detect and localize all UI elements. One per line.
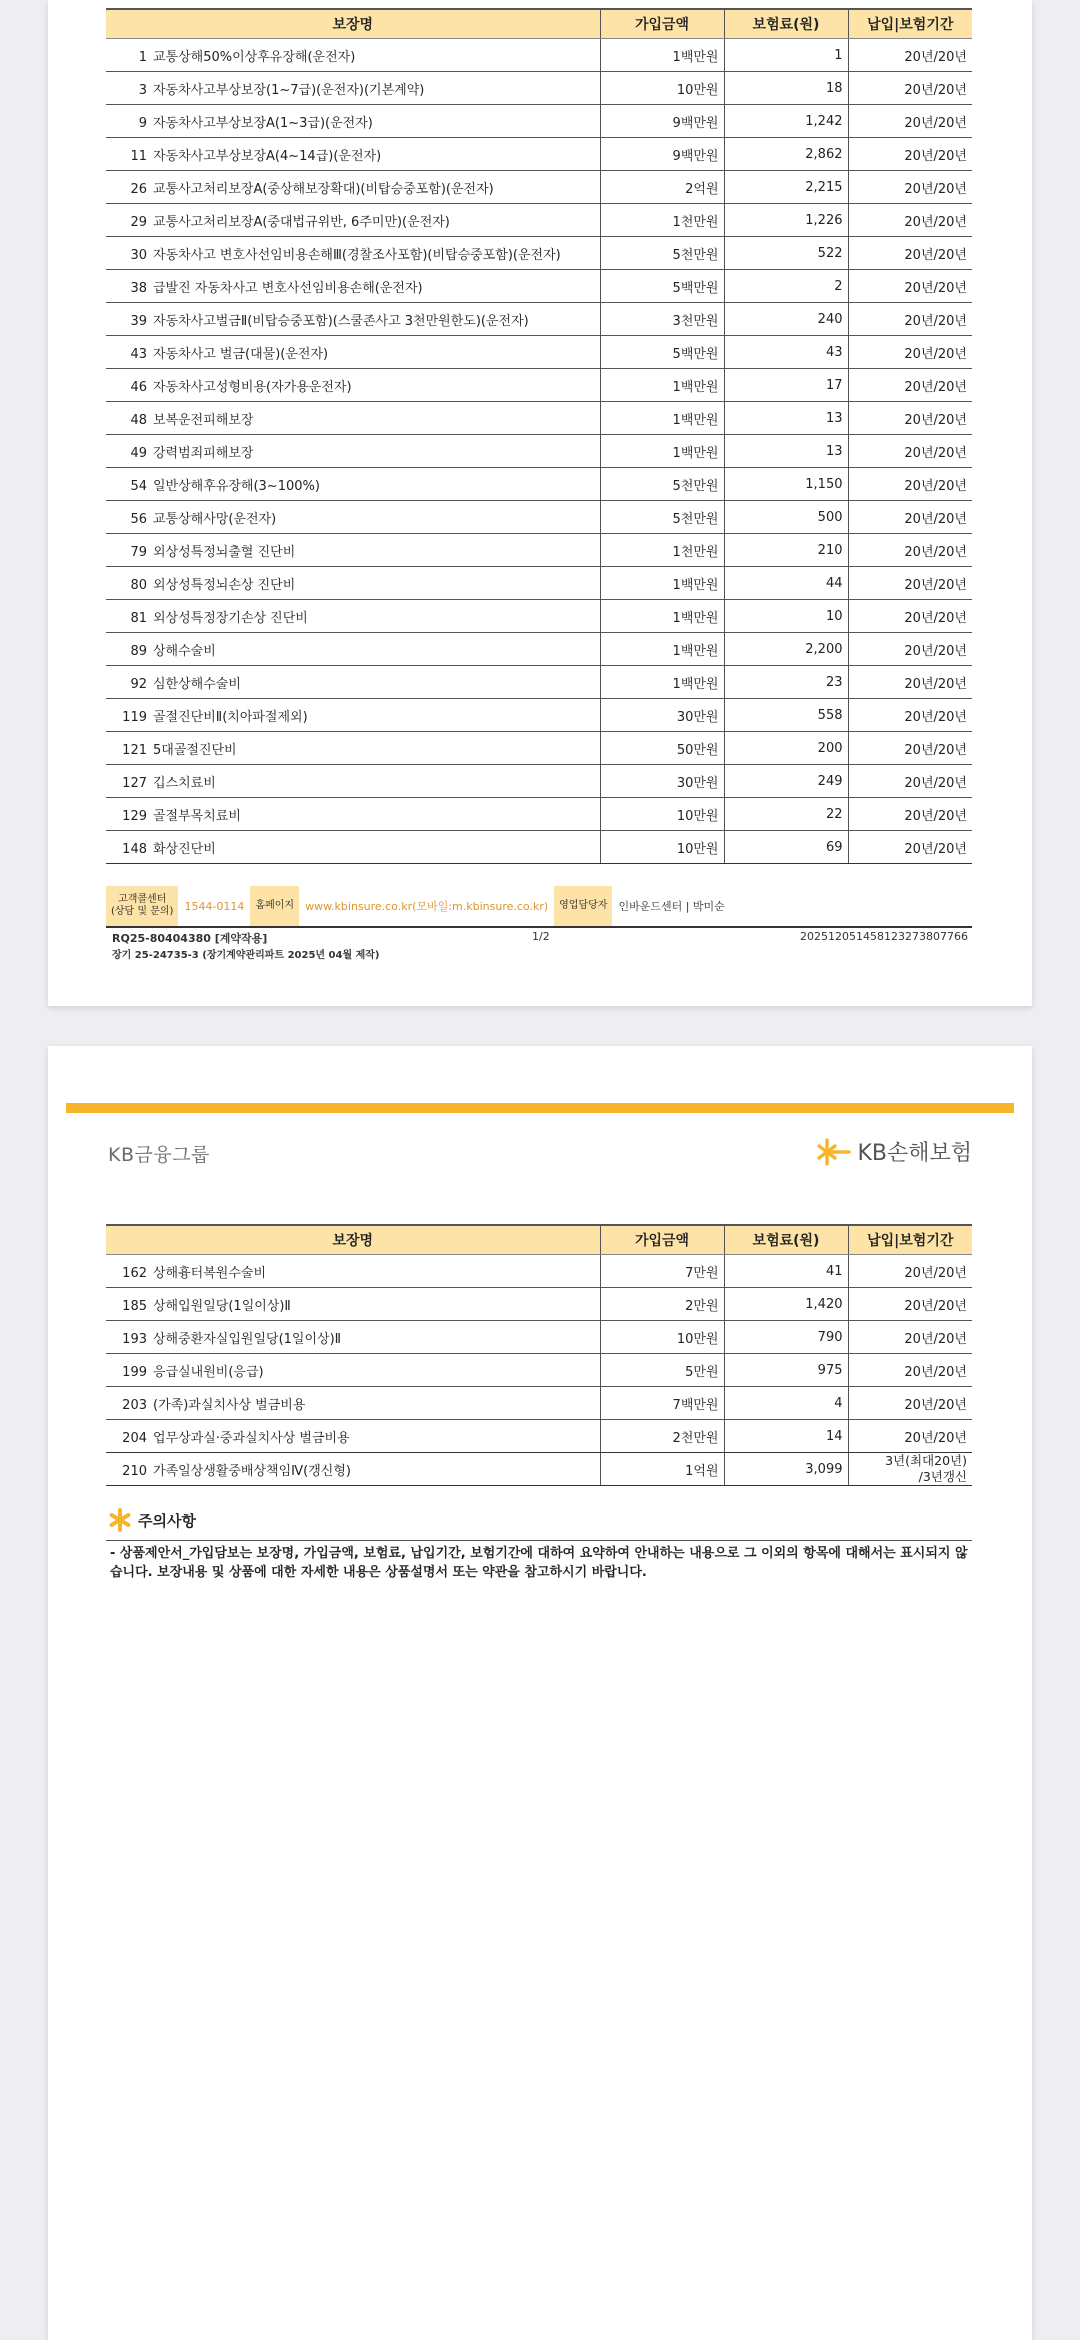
table-row <box>106 666 972 699</box>
coverage-name: 업무상과실·중과실치사상 벌금비용 <box>153 1430 350 1446</box>
header-period: 납입|보험기간 <box>848 1225 972 1255</box>
coverage-number: 49 <box>130 445 147 461</box>
amount-cell: 1천만원 <box>600 534 724 567</box>
coverage-number: 54 <box>130 478 147 494</box>
premium-cell: 2,215 <box>724 171 848 204</box>
coverage-name-cell <box>106 798 600 831</box>
coverage-number: 30 <box>130 247 147 263</box>
call-center-label: 고객콜센터 (상담 및 문의) <box>106 886 178 926</box>
premium-cell: 18 <box>724 72 848 105</box>
coverage-number: 148 <box>122 841 147 857</box>
period-cell: 20년/20년 <box>848 237 972 270</box>
notice-title: 주의사항 <box>138 1511 196 1530</box>
table-row <box>106 699 972 732</box>
coverage-name: 급발진 자동차사고 변호사선임비용손해(운전자) <box>153 280 423 296</box>
table-row <box>106 765 972 798</box>
coverage-number: 9 <box>138 115 147 131</box>
table-row <box>106 204 972 237</box>
table-header-row <box>106 1225 972 1255</box>
coverage-name: 교통상해50%이상후유장해(운전자) <box>153 49 356 65</box>
coverage-name: 골절진단비Ⅱ(치아파절제외) <box>153 709 308 725</box>
period-cell: 20년/20년 <box>848 138 972 171</box>
period-cell: 20년/20년 <box>848 105 972 138</box>
coverage-number: 89 <box>130 643 147 659</box>
period-cell: 20년/20년 <box>848 567 972 600</box>
premium-cell: 41 <box>724 1255 848 1288</box>
period-cell: 20년/20년 <box>848 798 972 831</box>
coverage-name-cell <box>106 732 600 765</box>
coverage-number: 199 <box>122 1364 147 1380</box>
table-row <box>106 600 972 633</box>
period-cell: 20년/20년 <box>848 732 972 765</box>
period-cell: 20년/20년 <box>848 369 972 402</box>
period-cell: 20년/20년 <box>848 1288 972 1321</box>
coverage-name-cell <box>106 765 600 798</box>
coverage-number: 193 <box>122 1331 147 1347</box>
period-cell: 20년/20년 <box>848 435 972 468</box>
period-cell: 20년/20년 <box>848 699 972 732</box>
coverage-number: 203 <box>122 1397 147 1413</box>
premium-cell: 3,099 <box>724 1453 848 1486</box>
table-row <box>106 501 972 534</box>
header-amount: 가입금액 <box>600 9 724 39</box>
period-cell: 20년/20년 <box>848 336 972 369</box>
coverage-name-cell <box>106 1420 600 1453</box>
coverage-number: 129 <box>122 808 147 824</box>
premium-cell: 17 <box>724 369 848 402</box>
amount-cell: 9백만원 <box>600 105 724 138</box>
coverage-name-cell <box>106 600 600 633</box>
coverage-table-page-2 <box>106 1224 972 1486</box>
document-page-1 <box>48 0 1032 1006</box>
coverage-number: 210 <box>122 1463 147 1479</box>
premium-cell: 2 <box>724 270 848 303</box>
asterisk-icon <box>108 1508 132 1532</box>
coverage-number: 1 <box>138 49 147 65</box>
header-period: 납입|보험기간 <box>848 9 972 39</box>
premium-cell: 558 <box>724 699 848 732</box>
table-row <box>106 72 972 105</box>
coverage-name: 화상진단비 <box>153 841 216 857</box>
header-coverage-name: 보장명 <box>106 1225 600 1255</box>
coverage-name: 골절부목치료비 <box>153 808 241 824</box>
coverage-name-cell <box>106 501 600 534</box>
period-cell: 20년/20년 <box>848 501 972 534</box>
coverage-name-cell <box>106 1387 600 1420</box>
period-cell: 20년/20년 <box>848 1255 972 1288</box>
coverage-number: 29 <box>130 214 147 230</box>
coverage-name-cell <box>106 1288 600 1321</box>
premium-cell: 13 <box>724 435 848 468</box>
coverage-name: 자동차사고벌금Ⅱ(비탑승중포함)(스쿨존사고 3천만원한도)(운전자) <box>153 313 529 329</box>
period-cell: 20년/20년 <box>848 468 972 501</box>
table-row <box>106 798 972 831</box>
coverage-name-cell <box>106 336 600 369</box>
coverage-name-cell <box>106 105 600 138</box>
amount-cell: 2천만원 <box>600 1420 724 1453</box>
amount-cell: 10만원 <box>600 831 724 864</box>
header-amount: 가입금액 <box>600 1225 724 1255</box>
coverage-number: 26 <box>130 181 147 197</box>
coverage-name: 외상성특정뇌손상 진단비 <box>153 577 296 593</box>
amount-cell: 2만원 <box>600 1288 724 1321</box>
period-cell: 20년/20년 <box>848 633 972 666</box>
amount-cell: 10만원 <box>600 798 724 831</box>
coverage-name: 심한상해수술비 <box>153 676 241 692</box>
header-coverage-name: 보장명 <box>106 9 600 39</box>
amount-cell: 50만원 <box>600 732 724 765</box>
table-row <box>106 237 972 270</box>
table-header-row <box>106 9 972 39</box>
coverage-name-cell <box>106 567 600 600</box>
coverage-name-cell <box>106 831 600 864</box>
premium-cell: 69 <box>724 831 848 864</box>
coverage-number: 204 <box>122 1430 147 1446</box>
table-row <box>106 1420 972 1453</box>
coverage-number: 56 <box>130 511 147 527</box>
table-row <box>106 633 972 666</box>
table-row <box>106 303 972 336</box>
coverage-name: 자동차사고 변호사선임비용손해Ⅲ(경찰조사포함)(비탑승중포함)(운전자) <box>153 247 561 263</box>
coverage-name: 상해입원일당(1일이상)Ⅱ <box>153 1298 291 1314</box>
amount-cell: 1백만원 <box>600 39 724 72</box>
coverage-name-cell <box>106 204 600 237</box>
premium-cell: 1,226 <box>724 204 848 237</box>
coverage-name-cell <box>106 1354 600 1387</box>
coverage-name-cell <box>106 237 600 270</box>
table-row <box>106 270 972 303</box>
accent-bar <box>66 1103 1014 1113</box>
coverage-number: 11 <box>130 148 147 164</box>
kb-group-logo: KB금융그룹 <box>108 1144 210 1166</box>
amount-cell: 30만원 <box>600 765 724 798</box>
sales-rep-label: 영업담당자 <box>554 886 612 926</box>
coverage-name-cell <box>106 270 600 303</box>
coverage-number: 119 <box>122 709 147 725</box>
premium-cell: 44 <box>724 567 848 600</box>
page-number: 1/2 <box>532 930 550 943</box>
period-cell: 20년/20년 <box>848 534 972 567</box>
period-cell: 20년/20년 <box>848 171 972 204</box>
amount-cell: 5백만원 <box>600 270 724 303</box>
amount-cell: 5백만원 <box>600 336 724 369</box>
premium-cell: 4 <box>724 1387 848 1420</box>
coverage-number: 127 <box>122 775 147 791</box>
amount-cell: 1백만원 <box>600 435 724 468</box>
coverage-name: 상해흉터복원수술비 <box>153 1265 267 1281</box>
coverage-number: 46 <box>130 379 147 395</box>
premium-cell: 522 <box>724 237 848 270</box>
coverage-name-cell <box>106 1255 600 1288</box>
period-cell: 20년/20년 <box>848 1354 972 1387</box>
coverage-number: 43 <box>130 346 147 362</box>
coverage-name-cell <box>106 666 600 699</box>
contact-footer <box>106 886 972 928</box>
coverage-name-cell <box>106 468 600 501</box>
premium-cell: 43 <box>724 336 848 369</box>
premium-cell: 2,862 <box>724 138 848 171</box>
amount-cell: 3천만원 <box>600 303 724 336</box>
premium-cell: 2,200 <box>724 633 848 666</box>
document-page-2 <box>48 1046 1032 2340</box>
coverage-name-cell <box>106 171 600 204</box>
coverage-number: 48 <box>130 412 147 428</box>
doc-code: RQ25-80404380 [계약작용] <box>112 932 268 945</box>
premium-cell: 1 <box>724 39 848 72</box>
premium-cell: 249 <box>724 765 848 798</box>
amount-cell: 1백만원 <box>600 369 724 402</box>
table-row <box>106 1255 972 1288</box>
coverage-name-cell <box>106 435 600 468</box>
coverage-name-cell <box>106 633 600 666</box>
premium-cell: 14 <box>724 1420 848 1453</box>
coverage-name-cell <box>106 303 600 336</box>
period-cell: 20년/20년 <box>848 831 972 864</box>
coverage-name: 깁스치료비 <box>153 775 216 791</box>
table-row <box>106 138 972 171</box>
coverage-name: 외상성특정뇌출혈 진단비 <box>153 544 296 560</box>
amount-cell: 1억원 <box>600 1453 724 1486</box>
table-row <box>106 1321 972 1354</box>
coverage-name-cell <box>106 1321 600 1354</box>
premium-cell: 10 <box>724 600 848 633</box>
amount-cell: 1백만원 <box>600 666 724 699</box>
coverage-name: 교통사고처리보장A(중상해보장확대)(비탑승중포함)(운전자) <box>153 181 494 197</box>
coverage-name: (가족)과실치사상 벌금비용 <box>153 1397 306 1413</box>
premium-cell: 1,242 <box>724 105 848 138</box>
coverage-name: 외상성특정장기손상 진단비 <box>153 610 308 626</box>
homepage-link[interactable]: www.kbinsure.co.kr(모바일:m.kbinsure.co.kr) <box>305 900 549 913</box>
table-row <box>106 1288 972 1321</box>
coverage-name-cell <box>106 138 600 171</box>
table-row <box>106 171 972 204</box>
coverage-number: 3 <box>138 82 147 98</box>
amount-cell: 1백만원 <box>600 402 724 435</box>
period-cell: 20년/20년 <box>848 666 972 699</box>
coverage-name: 보복운전피해보장 <box>153 412 254 428</box>
period-cell: 20년/20년 <box>848 270 972 303</box>
premium-cell: 790 <box>724 1321 848 1354</box>
amount-cell: 30만원 <box>600 699 724 732</box>
premium-cell: 22 <box>724 798 848 831</box>
header-premium: 보험료(원) <box>724 9 848 39</box>
issue-line: 장기 25-24735-3 (장기계약관리파트 2025년 04월 제작) <box>112 950 380 961</box>
coverage-name: 응급실내원비(응급) <box>153 1364 264 1380</box>
coverage-name-cell <box>106 699 600 732</box>
table-row <box>106 369 972 402</box>
coverage-name-cell <box>106 534 600 567</box>
coverage-name: 가족일상생활중배상책임Ⅳ(갱신형) <box>153 1463 351 1479</box>
coverage-name-cell <box>106 39 600 72</box>
coverage-name: 자동차사고부상보장(1~7급)(운전자)(기본계약) <box>153 82 425 98</box>
coverage-number: 121 <box>122 742 147 758</box>
coverage-name: 강력범죄피해보장 <box>153 445 254 461</box>
coverage-table-page-1 <box>106 8 972 864</box>
coverage-number: 81 <box>130 610 147 626</box>
amount-cell: 2억원 <box>600 171 724 204</box>
premium-cell: 500 <box>724 501 848 534</box>
amount-cell: 1천만원 <box>600 204 724 237</box>
coverage-name: 자동차사고부상보장A(1~3급)(운전자) <box>153 115 373 131</box>
premium-cell: 1,150 <box>724 468 848 501</box>
coverage-number: 92 <box>130 676 147 692</box>
coverage-number: 79 <box>130 544 147 560</box>
period-cell: 20년/20년 <box>848 39 972 72</box>
table-row <box>106 534 972 567</box>
call-center-number[interactable]: 1544-0114 <box>184 899 245 913</box>
table-row <box>106 39 972 72</box>
coverage-name: 자동차사고부상보장A(4~14급)(운전자) <box>153 148 382 164</box>
table-row <box>106 435 972 468</box>
coverage-name: 상해수술비 <box>153 643 216 659</box>
notice-divider <box>106 1540 972 1541</box>
coverage-name-cell <box>106 72 600 105</box>
period-cell: 20년/20년 <box>848 72 972 105</box>
table-row <box>106 732 972 765</box>
table-row <box>106 831 972 864</box>
period-cell: 20년/20년 <box>848 1321 972 1354</box>
amount-cell: 10만원 <box>600 1321 724 1354</box>
amount-cell: 5천만원 <box>600 468 724 501</box>
period-cell: 20년/20년 <box>848 1420 972 1453</box>
coverage-name: 교통상해사망(운전자) <box>153 511 277 527</box>
coverage-name-cell <box>106 369 600 402</box>
amount-cell: 1백만원 <box>600 567 724 600</box>
amount-cell: 9백만원 <box>600 138 724 171</box>
premium-cell: 23 <box>724 666 848 699</box>
period-cell: 20년/20년 <box>848 402 972 435</box>
table-row <box>106 468 972 501</box>
premium-cell: 1,420 <box>724 1288 848 1321</box>
table-row <box>106 105 972 138</box>
period-cell: 20년/20년 <box>848 1387 972 1420</box>
premium-cell: 200 <box>724 732 848 765</box>
doc-id: 202512051458123273807766 <box>800 930 968 943</box>
period-cell: 3년(최대20년) /3년갱신 <box>848 1453 972 1486</box>
premium-cell: 13 <box>724 402 848 435</box>
coverage-name-cell <box>106 1453 600 1486</box>
coverage-name: 자동차사고성형비용(자가용운전자) <box>153 379 352 395</box>
homepage-label: 홈페이지 <box>250 886 299 926</box>
coverage-number: 39 <box>130 313 147 329</box>
premium-cell: 240 <box>724 303 848 336</box>
premium-cell: 210 <box>724 534 848 567</box>
coverage-name: 5대골절진단비 <box>153 742 237 758</box>
coverage-number: 38 <box>130 280 147 296</box>
period-cell: 20년/20년 <box>848 600 972 633</box>
period-cell: 20년/20년 <box>848 765 972 798</box>
table-row <box>106 1453 972 1486</box>
notice-heading <box>108 1508 196 1532</box>
amount-cell: 1백만원 <box>600 633 724 666</box>
coverage-name: 자동차사고 벌금(대물)(운전자) <box>153 346 329 362</box>
table-row <box>106 567 972 600</box>
header-premium: 보험료(원) <box>724 1225 848 1255</box>
table-row <box>106 336 972 369</box>
period-cell: 20년/20년 <box>848 303 972 336</box>
amount-cell: 10만원 <box>600 72 724 105</box>
period-cell: 20년/20년 <box>848 204 972 237</box>
coverage-name: 교통사고처리보장A(중대법규위반, 6주미만)(운전자) <box>153 214 450 230</box>
table-row <box>106 1387 972 1420</box>
table-row <box>106 402 972 435</box>
kb-star-icon <box>817 1137 851 1167</box>
coverage-name-cell <box>106 402 600 435</box>
sales-rep-value: 인바운드센터 | 박미순 <box>618 900 725 913</box>
premium-cell: 975 <box>724 1354 848 1387</box>
amount-cell: 5천만원 <box>600 501 724 534</box>
amount-cell: 7백만원 <box>600 1387 724 1420</box>
amount-cell: 7만원 <box>600 1255 724 1288</box>
table-row <box>106 1354 972 1387</box>
amount-cell: 5천만원 <box>600 237 724 270</box>
coverage-number: 185 <box>122 1298 147 1314</box>
amount-cell: 5만원 <box>600 1354 724 1387</box>
kb-insurance-logo <box>817 1136 972 1167</box>
coverage-number: 80 <box>130 577 147 593</box>
coverage-name: 일반상해후유장해(3~100%) <box>153 478 320 494</box>
coverage-number: 162 <box>122 1265 147 1281</box>
kb-insurance-text: KB손해보험 <box>857 1141 972 1166</box>
amount-cell: 1백만원 <box>600 600 724 633</box>
coverage-name: 상해중환자실입원일당(1일이상)Ⅱ <box>153 1331 342 1347</box>
notice-text: - 상품제안서_가입담보는 보장명, 가입금액, 보험료, 납입기간, 보험기간에 대하여 요약하여 안내하는 내용으로 그 이외의 항목에 대해서는 표시되지 않습니다. 보장내용 및 상품에 대한 자세한 내용은 상품설명서 또는 약관을 참고하시기 바랍니다. <box>110 1546 968 1580</box>
